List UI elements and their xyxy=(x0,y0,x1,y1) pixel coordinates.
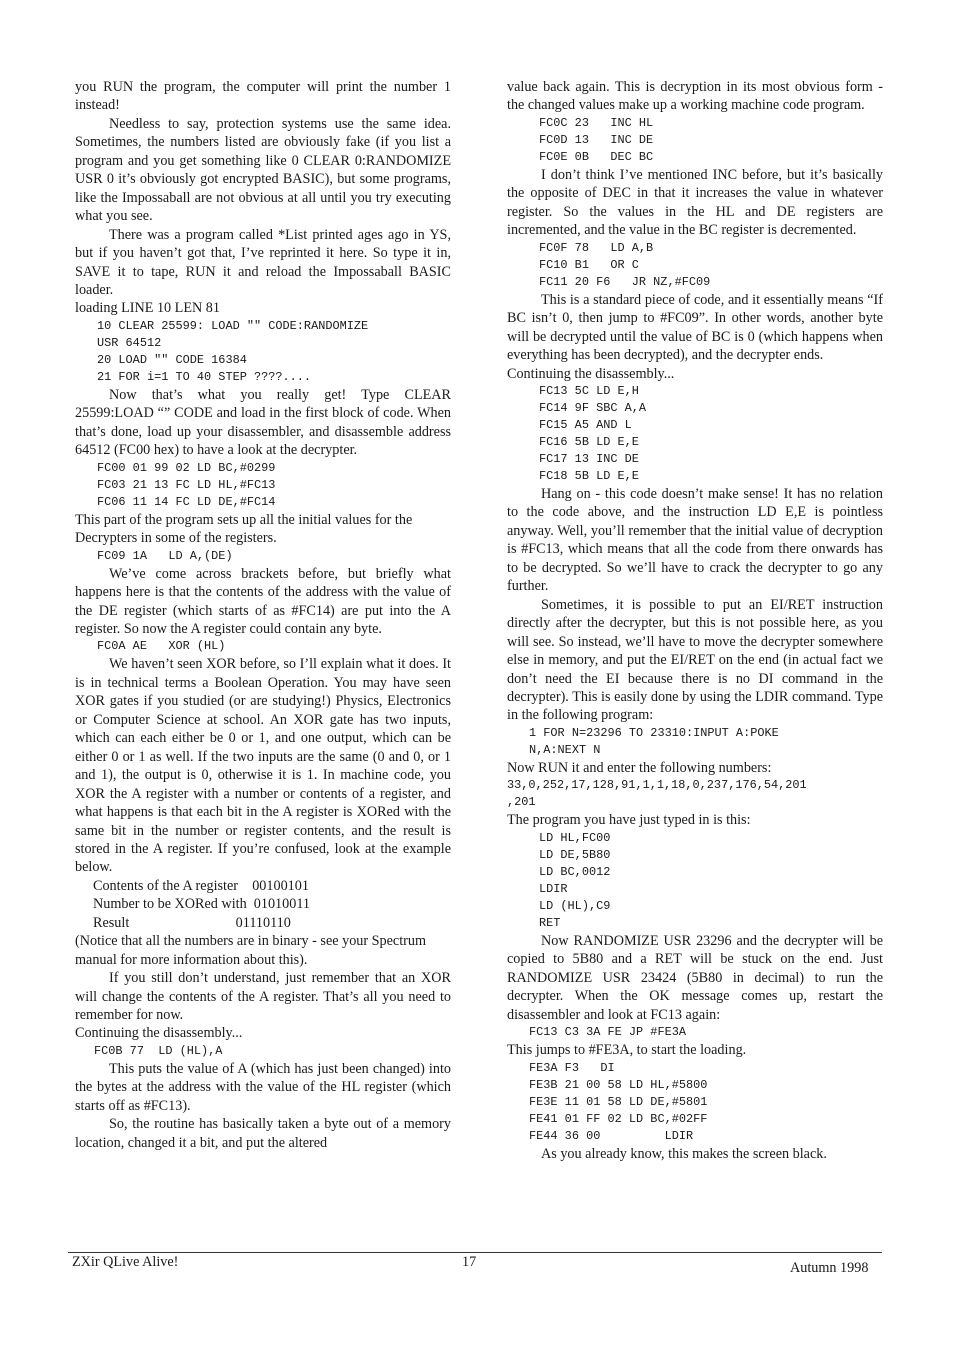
paragraph: Hang on - this code doesn’t make sense! It has no relation to the code above, and the instruction LD E,E is pointless anyway. Well, you’ll remember that the initial value of decryption is #FC13, which means that all the code from there onwards has to be decrypted. So we’ll have to crack the decrypter to go any further. xyxy=(507,485,883,595)
code-block: LD HL,FC00 LD DE,5B80 LD BC,0012 LDIR LD (HL),C9 RET xyxy=(539,830,611,930)
code-block: FC13 C3 3A FE JP #FE3A xyxy=(529,1025,686,1040)
paragraph: (Notice that all the numbers are in binary - see your Spectrum manual for more information about this). xyxy=(75,933,427,968)
example-line: Number to be XORed with 01010011 xyxy=(93,896,310,913)
code-block: FE3A F3 DI FE3B 21 00 58 LD HL,#5800 FE3E 11 01 58 LD DE,#5801 FE41 01 FF 02 LD BC,#02FF FE44 36 00 LDIR xyxy=(529,1060,708,1143)
footer-issue: Autumn 1998 xyxy=(790,1260,869,1276)
paragraph: Now that’s what you really get! Type CLEAR 25599:LOAD “” CODE and load in the first block of code. When that’s done, load up your disassembler, and disassemble address 64512 (FC00 hex) to have a look at the decrypter. xyxy=(75,386,451,459)
code-block: FC0B 77 LD (HL),A xyxy=(94,1043,223,1058)
code-block: FC00 01 99 02 LD BC,#0299 FC03 21 13 FC LD HL,#FC13 FC06 11 14 FC LD DE,#FC14 xyxy=(97,460,276,509)
example-line: Result 01110110 xyxy=(93,914,291,931)
paragraph: Now RANDOMIZE USR 23296 and the decrypter will be copied to 5B80 and a RET will be stuck on the end. Just RANDOMIZE USR 23424 (5B80 in decimal) to run the decrypter. When the OK message comes up, restart the disassembler and look at FC13 again: xyxy=(507,932,883,1023)
paragraph: loading LINE 10 LEN 81 xyxy=(75,300,220,317)
example-line: Contents of the A register 00100101 xyxy=(93,877,309,894)
paragraph: Continuing the disassembly... xyxy=(75,1025,243,1042)
paragraph: So, the routine has basically taken a byte out of a memory location, changed it a bit, and put the altered xyxy=(75,1116,451,1151)
left-column xyxy=(75,78,451,1152)
paragraph: This jumps to #FE3A, to start the loading. xyxy=(507,1042,747,1059)
paragraph: The program you have just typed in is this: xyxy=(507,812,751,829)
page-number: 17 xyxy=(462,1254,477,1270)
footer-publication: ZXir QLive Alive! xyxy=(72,1254,179,1270)
paragraph: This puts the value of A (which has just been changed) into the bytes at the address with the value of the HL register (which starts off as #FC13). xyxy=(75,1060,451,1114)
right-column xyxy=(507,78,883,1163)
paragraph: There was a program called *List printed ages ago in YS, but if you haven’t got that, I’ve reprinted it here. So type it in, SAVE it to tape, RUN it and reload the Impossaball BASIC loader. xyxy=(75,226,451,298)
code-block: FC09 1A LD A,(DE) xyxy=(97,548,233,563)
paragraph: Needless to say, protection systems use the same idea. Sometimes, the numbers listed are obviously fake (if you list a program and you get something like 0 CLEAR 0:RANDOMIZE USR 0 it’s obviously got encrypted BASIC), but some programs, like the Impossaball are not obvious at all until you try executing what you see. xyxy=(75,115,451,225)
paragraph: I don’t think I’ve mentioned INC before, but it’s basically the opposite of DEC in that it increases the value in whatever register. So the values in the HL and DE registers are incremented, and the value in the BC register is decremented. xyxy=(507,166,883,239)
paragraph: you RUN the program, the computer will print the number 1 instead! xyxy=(75,79,451,114)
paragraph: This is a standard piece of code, and it essentially means “If BC isn’t 0, then jump to #FC09”. In other words, another byte will be decrypted until the value of BC is 0 (which happens when everything has been decrypted), and the decrypter ends. xyxy=(507,291,883,364)
code-block: FC0C 23 INC HL FC0D 13 INC DE FC0E 0B DEC BC xyxy=(539,115,654,164)
paragraph: If you still don’t understand, just remember that an XOR will change the contents of the A register. That’s all you need to remember for now. xyxy=(75,970,451,1024)
code-block: 1 FOR N=23296 TO 23310:INPUT A:POKE N,A:NEXT N xyxy=(529,725,779,757)
paragraph: value back again. This is decryption in its most obvious form - the changed values make up a working machine code program. xyxy=(507,79,883,114)
paragraph: We’ve come across brackets before, but briefly what happens here is that the contents of the address with the value of the DE register (which starts of as #FC14) are put into the A register. So now the A register could contain any byte. xyxy=(75,565,451,637)
code-block: FC0F 78 LD A,B FC10 B1 OR C FC11 20 F6 JR NZ,#FC09 xyxy=(539,240,711,289)
paragraph: As you already know, this makes the screen black. xyxy=(541,1145,827,1162)
footer-divider xyxy=(68,1252,882,1253)
paragraph: This part of the program sets up all the initial values for the Decrypters in some of the registers. xyxy=(75,511,413,547)
paragraph: Now RUN it and enter the following numbers: xyxy=(507,759,772,776)
paragraph: Continuing the disassembly... xyxy=(507,365,675,382)
code-block: FC0A AE XOR (HL) xyxy=(97,639,226,654)
code-block: FC13 5C LD E,H FC14 9F SBC A,A FC15 A5 AND L FC16 5B LD E,E FC17 13 INC DE FC18 5B LD E,E xyxy=(539,383,647,483)
code-block: 33,0,252,17,128,91,1,1,18,0,237,176,54,201 ,201 xyxy=(507,778,807,810)
paragraph: We haven’t seen XOR before, so I’ll explain what it does. It is in technical terms a Boolean Operation. You may have seen XOR gates if you studied (or are studying!) Physics, Electronics or Computer Science at school. An XOR gate has two inputs, which can each either be 0 or 1, and one output, which can be either 0 or 1 as well. If the two inputs are the same (0 and 0, or 1 and 1), the output is 0, otherwise it is 1. In machine code, you XOR the A register with a number or contents of a register, and what happens is that each bit in the A register is XORed with the same bit in the number or register contents, and the result is stored in the A register. If you’re confused, look at the example below. xyxy=(75,656,451,876)
code-block: 10 CLEAR 25599: LOAD "" CODE:RANDOMIZE USR 64512 20 LOAD "" CODE 16384 21 FOR i=1 TO 40 STEP ????.... xyxy=(97,318,369,384)
paragraph: Sometimes, it is possible to put an EI/RET instruction directly after the decrypter, but this is not possible here, as you will see. So instead, we’ll have to move the decrypter somewhere else in memory, and put the EI/RET on the end (in actual fact we don’t need the EI because there is no DI command in the decrypter). This is easily done by using the LDIR command. Type in the following program: xyxy=(507,596,883,724)
